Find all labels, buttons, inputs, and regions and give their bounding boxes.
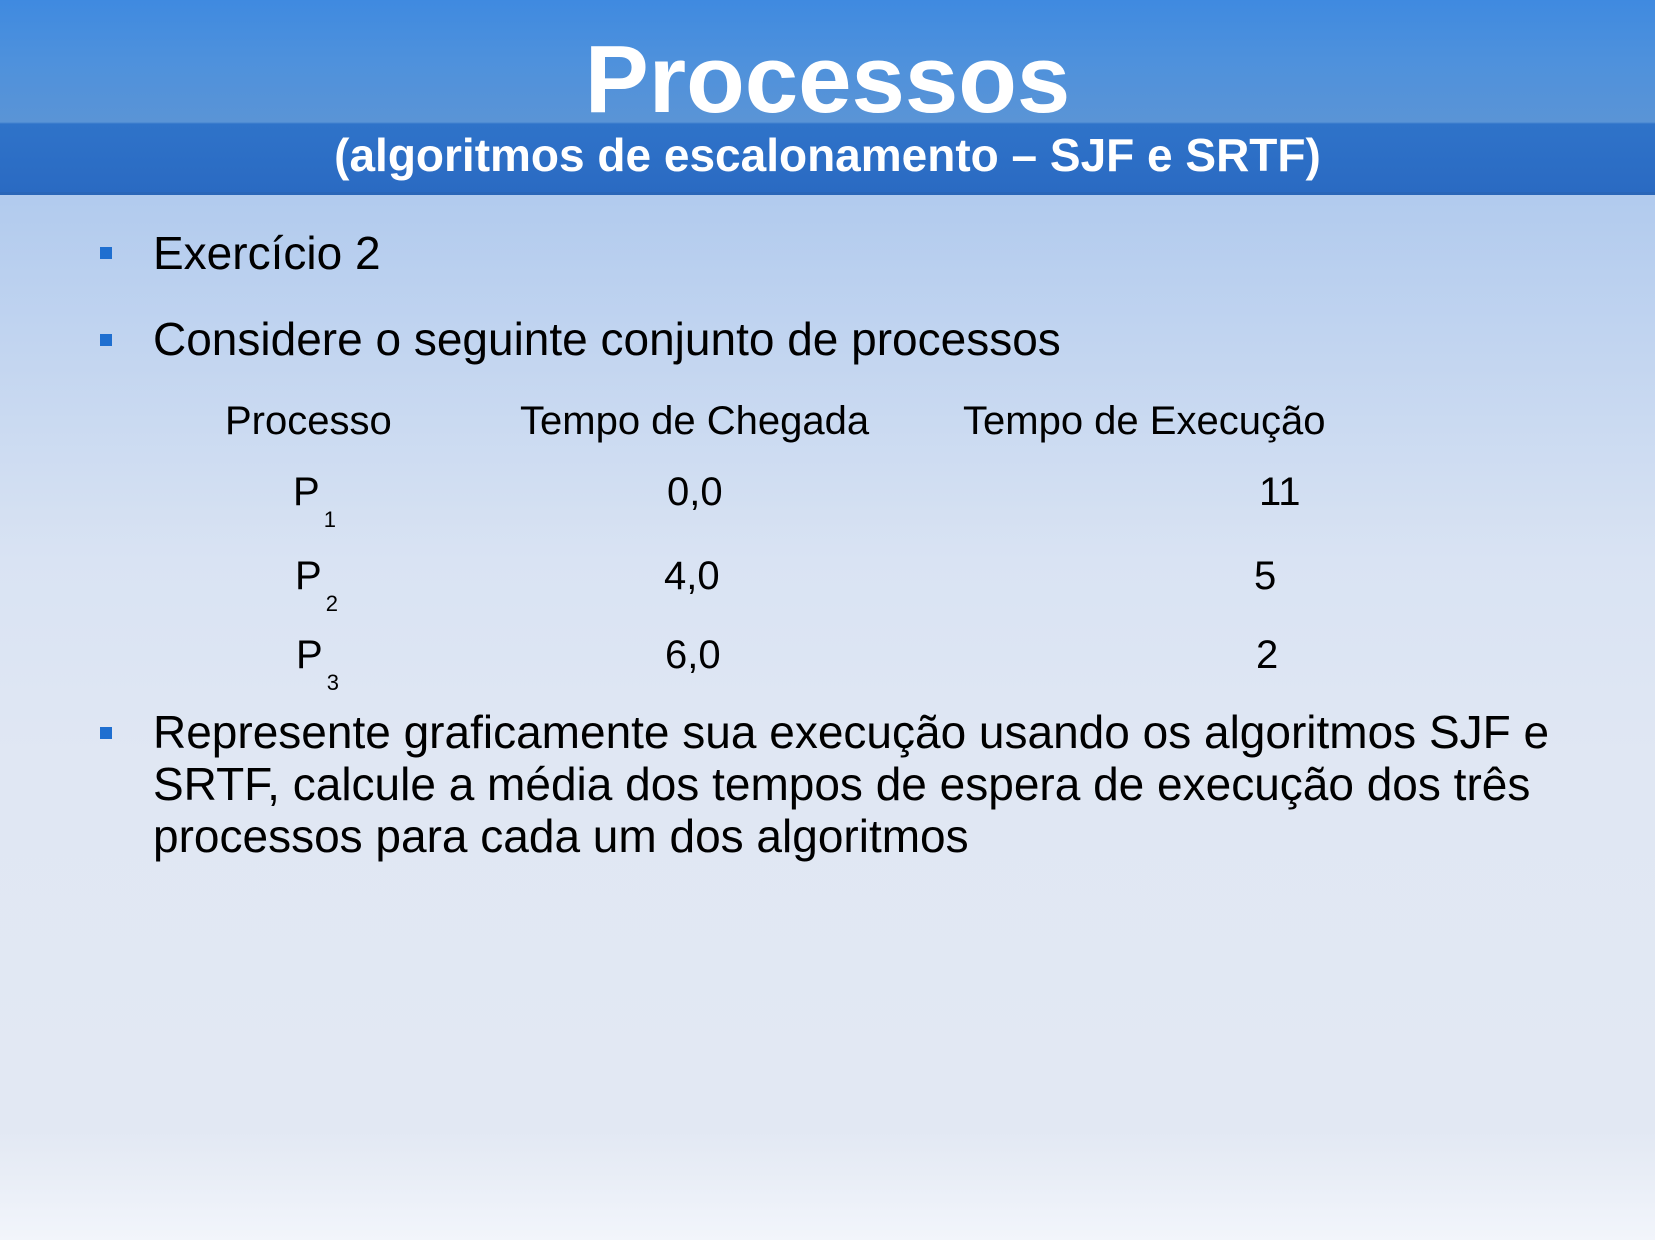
slide-title: Processos xyxy=(584,26,1071,133)
table-row-1-process xyxy=(293,469,336,532)
table-row-3-process xyxy=(296,632,339,695)
table-row-3-exec: 2 xyxy=(1256,633,1279,677)
table-row-2-exec: 5 xyxy=(1254,554,1277,598)
slide-header xyxy=(0,0,1655,195)
table-header-exec: Tempo de Execução xyxy=(963,399,1326,443)
table-header-arrival: Tempo de Chegada xyxy=(520,399,870,443)
process-subscript: 3 xyxy=(326,670,339,695)
table-row-1-arrival: 0,0 xyxy=(667,470,723,514)
slide-subtitle: (algoritmos de escalonamento – SJF e SRTF) xyxy=(334,129,1321,181)
table-row-1-exec: 11 xyxy=(1259,470,1301,514)
bullet-marker-3 xyxy=(100,727,112,739)
table-row-3-arrival: 6,0 xyxy=(665,633,721,677)
process-name: P xyxy=(293,470,320,514)
process-subscript: 2 xyxy=(325,591,338,616)
bullet-marker-2 xyxy=(100,334,112,346)
process-name: P xyxy=(295,554,322,598)
bullet-represent: Represente graficamente sua execução usando os algoritmos SJF e SRTF, calcule a média dos tempos de espera de execução dos três processos para cada um dos algoritmos xyxy=(153,706,1550,862)
process-subscript: 1 xyxy=(323,507,336,532)
table-row-2-arrival: 4,0 xyxy=(664,554,720,598)
process-name: P xyxy=(296,633,323,677)
bullet-exercise: Exercício 2 xyxy=(153,227,381,279)
table-row-2-process xyxy=(295,553,338,616)
bullet-consider: Considere o seguinte conjunto de processos xyxy=(153,313,1061,365)
bullet-marker-1 xyxy=(100,247,112,259)
table-header-process: Processo xyxy=(225,399,392,443)
